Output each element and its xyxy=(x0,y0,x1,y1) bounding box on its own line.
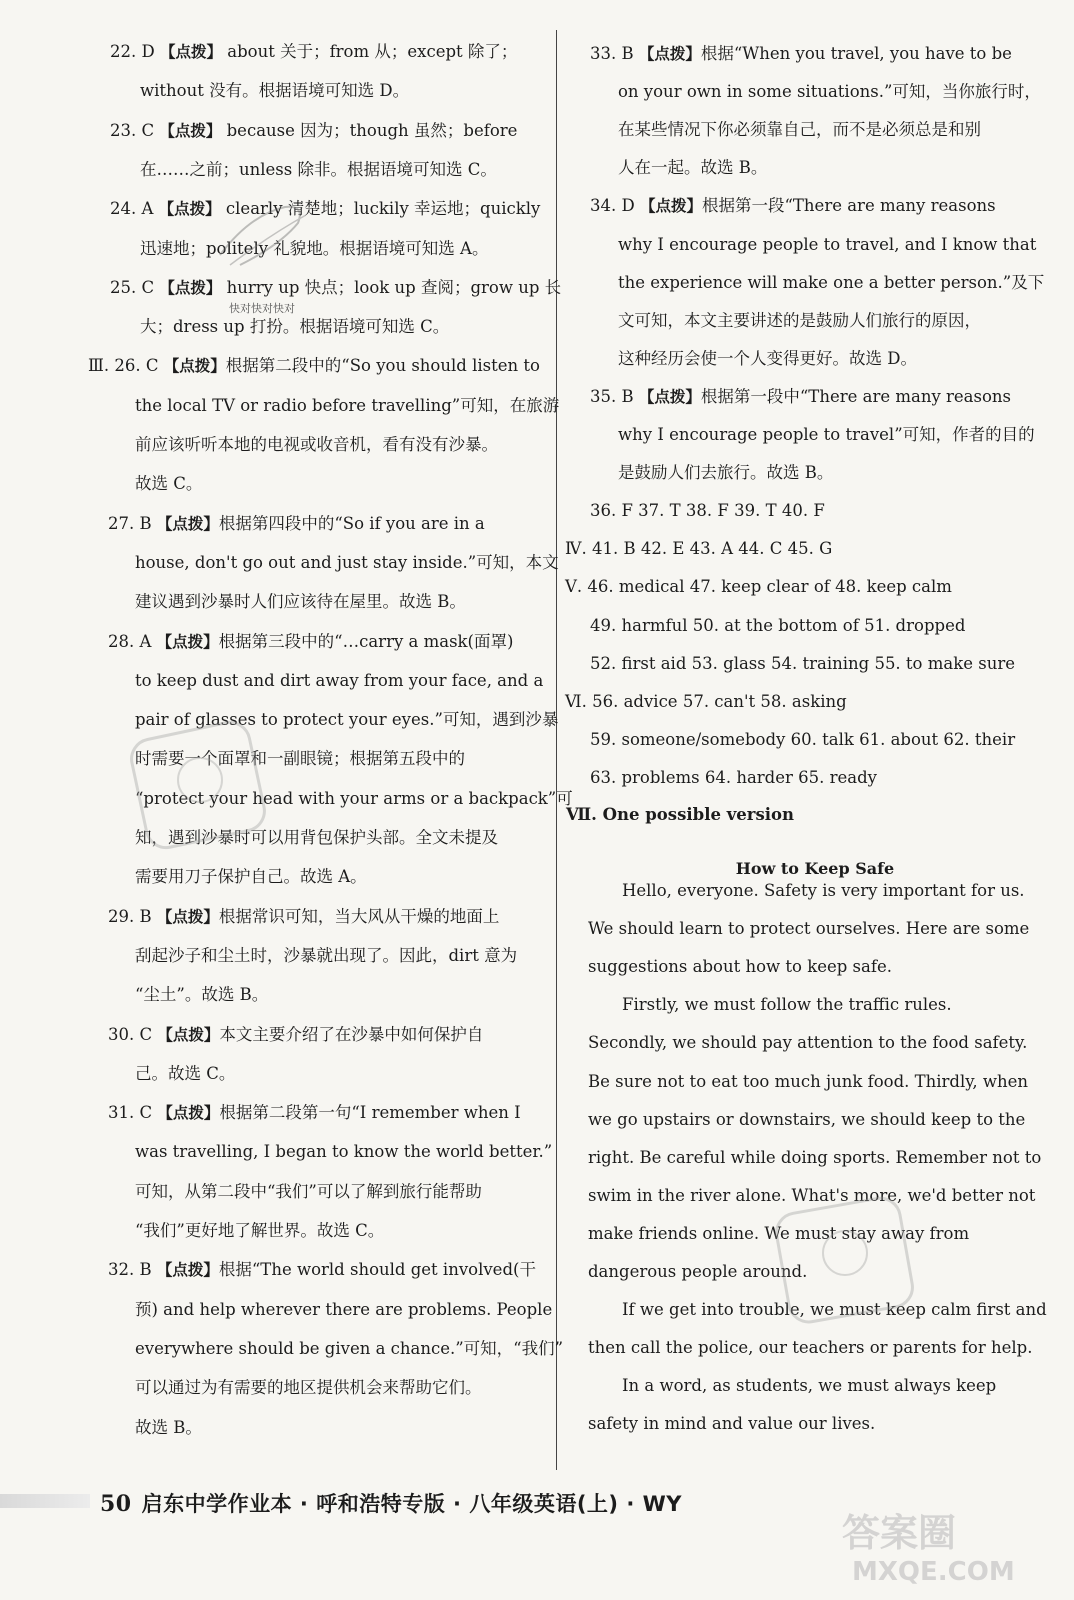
text-segment: 30. C xyxy=(108,1024,158,1044)
handwritten-note: 快对快对快对 xyxy=(229,302,295,315)
text-segment: “我们”更好地了解世界。故选 C。 xyxy=(135,1221,385,1240)
watermark-text: 答案圈 xyxy=(842,1511,957,1555)
text-line xyxy=(88,355,540,377)
text-segment: 知，遇到沙暴时可以用背包保护头部。全文未提及 xyxy=(135,828,498,847)
text-line xyxy=(135,670,543,692)
text-line xyxy=(618,424,1035,446)
essay-line: suggestions about how to keep safe. xyxy=(588,957,892,977)
tip-label: 【点拨】 xyxy=(157,1025,220,1044)
text-segment: 根据第三段中的“…carry a mask(面罩) xyxy=(218,631,514,651)
essay-line: In a word, as students, we must always keep xyxy=(622,1376,997,1396)
text-line xyxy=(590,729,1015,751)
text-line xyxy=(108,906,499,928)
text-segment: 前应该听听本地的电视或收音机，看有没有沙暴。 xyxy=(135,435,498,454)
text-segment: 故选 B。 xyxy=(135,1417,202,1437)
text-segment: Ⅲ. 26. C xyxy=(88,356,164,376)
text-segment: 22. D xyxy=(110,42,160,61)
text-segment: 需要用刀子保护自己。故选 A。 xyxy=(135,867,367,887)
tip-label: 【点拨】 xyxy=(156,907,219,926)
text-line xyxy=(618,119,981,141)
tip-label: 【点拨】 xyxy=(163,357,226,376)
text-segment: 29. B xyxy=(108,906,157,926)
text-segment: 34. D xyxy=(590,196,640,216)
text-segment: 本文主要介绍了在沙暴中如何保护自 xyxy=(219,1024,484,1044)
text-line xyxy=(618,272,1044,294)
text-segment: 根据“The world should get involved(干 xyxy=(218,1260,536,1280)
essay-line: swim in the river alone. What's more, we'd better not xyxy=(588,1185,1036,1205)
text-line xyxy=(590,195,996,217)
tip-label: 【点拨】 xyxy=(638,387,701,406)
text-segment: Ⅵ. 56. advice 57. can't 58. asking xyxy=(565,691,847,711)
text-segment: 24. A xyxy=(110,199,159,219)
essay-line: If we get into trouble, we must keep calm first and xyxy=(622,1300,1047,1320)
text-segment: 这种经历会使一个人变得更好。故选 D。 xyxy=(618,348,917,368)
text-line xyxy=(110,120,517,142)
essay-heading: Ⅶ. One possible version xyxy=(566,805,795,824)
text-line xyxy=(618,462,833,484)
text-segment: 在某些情况下你必须靠自己，而不是必须总是和别 xyxy=(618,120,981,140)
text-line xyxy=(618,234,1036,256)
text-line xyxy=(618,157,767,179)
watermark-logo xyxy=(822,1506,1052,1586)
essay-line: right. Be careful while doing sports. Remember not to xyxy=(588,1147,1042,1167)
column-divider xyxy=(556,30,557,1470)
text-segment: without 没有。根据语境可知选 D。 xyxy=(140,81,410,101)
footer-bar xyxy=(0,1494,90,1508)
text-line xyxy=(108,1024,483,1046)
text-segment: because 因为；though 虽然；before xyxy=(221,120,518,140)
text-segment: the experience will make one a better person.”及下 xyxy=(618,272,1045,292)
text-line xyxy=(590,615,965,637)
stamp-mark xyxy=(128,720,268,850)
essay-line: dangerous people around. xyxy=(588,1262,808,1281)
text-segment: 28. A xyxy=(108,631,157,651)
text-line xyxy=(135,1299,552,1321)
tip-label: 【点拨】 xyxy=(156,514,219,533)
text-segment: 33. B xyxy=(590,44,639,63)
tip-label: 【点拨】 xyxy=(159,121,222,140)
tip-label: 【点拨】 xyxy=(156,632,219,651)
text-segment: 建议遇到沙暴时人们应该待在屋里。故选 B。 xyxy=(135,592,466,612)
text-segment: 32. B xyxy=(108,1260,157,1280)
text-segment: about 关于；from 从；except 除了； xyxy=(221,42,518,61)
text-segment: 根据第一段“There are many reasons xyxy=(701,196,996,216)
text-segment: 根据第二段第一句“I remember when I xyxy=(219,1103,521,1123)
text-segment: 预) and help wherever there are problems. People xyxy=(135,1299,553,1319)
text-line xyxy=(110,198,540,220)
tip-label: 【点拨】 xyxy=(639,197,702,216)
essay-line: safety in mind and value our lives. xyxy=(588,1414,876,1434)
text-line xyxy=(135,473,202,495)
tip-label: 【点拨】 xyxy=(159,43,222,61)
text-segment: 迅速地；politely 礼貌地。根据语境可知选 A。 xyxy=(140,238,489,258)
text-segment: 36. F 37. T 38. F 39. T 40. F xyxy=(590,501,825,521)
text-segment: 35. B xyxy=(590,386,639,406)
text-line xyxy=(140,80,409,102)
handwritten-mark xyxy=(210,195,320,275)
text-line xyxy=(108,513,485,535)
text-line xyxy=(135,1141,552,1163)
tip-label: 【点拨】 xyxy=(156,1261,219,1280)
text-segment: 根据常识可知，当大风从干燥的地面上 xyxy=(218,906,500,926)
tip-label: 【点拨】 xyxy=(157,1104,220,1123)
text-segment: why I encourage people to travel, and I know that xyxy=(618,234,1037,254)
text-segment: 人在一起。故选 B。 xyxy=(618,158,768,178)
text-segment: 己。故选 C。 xyxy=(135,1063,236,1083)
text-segment: Ⅳ. 41. B 42. E 43. A 44. C 45. G xyxy=(565,539,833,559)
text-segment: house, don't go out and just stay inside.”可知，本文 xyxy=(135,552,559,572)
text-line xyxy=(618,348,917,370)
text-segment: 是鼓励人们去旅行。故选 B。 xyxy=(618,463,834,483)
text-line xyxy=(110,277,561,299)
text-line xyxy=(135,1338,563,1360)
text-segment: 根据第四段中的“So if you are in a xyxy=(218,513,485,533)
text-line xyxy=(565,691,847,713)
footer-title: 启东中学作业本 · 呼和浩特专版 · 八年级英语(上) · WY xyxy=(141,1492,682,1516)
text-segment: 23. C xyxy=(110,120,160,140)
text-segment: why I encourage people to travel”可知，作者的目的 xyxy=(618,425,1035,444)
text-segment: hurry up 快点；look up 查阅；grow up 长 xyxy=(221,277,562,297)
text-line xyxy=(108,631,513,653)
text-line xyxy=(565,538,832,560)
text-segment: 49. harmful 50. at the bottom of 51. dropped xyxy=(590,615,966,635)
essay-line: make friends online. We must stay away from xyxy=(588,1223,970,1243)
page-number: 50 xyxy=(100,1491,132,1517)
text-line xyxy=(590,653,1015,675)
text-segment: on your own in some situations.”可知，当你旅行时， xyxy=(618,82,1041,102)
text-segment: 可以通过为有需要的地区提供机会来帮助它们。 xyxy=(135,1378,482,1398)
text-line xyxy=(135,866,367,888)
text-line xyxy=(135,434,498,456)
text-segment: 时需要一个面罩和一副眼镜；根据第五段中的 xyxy=(135,749,465,769)
essay-line: Firstly, we must follow the traffic rules. xyxy=(622,995,952,1015)
text-segment: 59. someone/somebody 60. talk 61. about 62. their xyxy=(590,729,1016,749)
text-segment: 在……之前；unless 除非。根据语境可知选 C。 xyxy=(140,159,497,179)
text-line xyxy=(135,552,559,574)
text-line xyxy=(135,1417,202,1439)
text-segment: 根据第二段中的“So you should listen to xyxy=(225,356,540,376)
stamp-mark xyxy=(770,1195,920,1325)
text-segment: 根据“When you travel, you have to be xyxy=(700,44,1012,63)
text-line xyxy=(135,1181,482,1203)
text-segment: “尘土”。故选 B。 xyxy=(135,985,269,1005)
text-line xyxy=(590,767,877,789)
text-segment: 文可知，本文主要讲述的是鼓励人们旅行的原因， xyxy=(618,310,981,330)
text-line xyxy=(590,386,1011,408)
text-segment: everywhere should be given a chance.”可知，“我们” xyxy=(135,1338,564,1358)
tip-label: 【点拨】 xyxy=(638,45,701,63)
essay-title: How to Keep Safe xyxy=(735,859,895,878)
text-segment: 可知，从第二段中“我们”可以了解到旅行能帮助 xyxy=(135,1181,482,1201)
text-line xyxy=(140,159,497,181)
text-segment: the local TV or radio before travelling”可知，在旅游 xyxy=(135,395,560,415)
text-segment: to keep dust and dirt away from your face, and a xyxy=(135,670,544,690)
text-segment: 27. B xyxy=(108,513,157,533)
text-line xyxy=(565,576,952,598)
essay-line: Hello, everyone. Safety is very important for us. xyxy=(622,881,1025,900)
text-segment: “protect your head with your arms or a backpack”可 xyxy=(135,788,573,808)
text-segment: pair of glasses to protect your eyes.”可知，遇到沙暴 xyxy=(135,710,559,730)
text-segment: 大；dress up 打扮。根据语境可知选 C。 xyxy=(140,317,450,337)
text-line xyxy=(108,1102,521,1124)
text-segment: 52. first aid 53. glass 54. training 55. to make sure xyxy=(590,653,1015,673)
text-segment: clearly 清楚地；luckily 幸运地；quickly xyxy=(220,199,541,219)
essay-line: we go upstairs or downstairs, we should keep to the xyxy=(588,1109,1026,1129)
footer xyxy=(100,1488,682,1518)
watermark-url: MXQE.COM xyxy=(852,1557,1015,1586)
text-line xyxy=(135,395,559,417)
text-segment: 故选 C。 xyxy=(135,474,203,494)
text-line xyxy=(618,310,981,332)
tip-label: 【点拨】 xyxy=(158,200,221,219)
text-line xyxy=(590,500,825,522)
essay-line: then call the police, our teachers or parents for help. xyxy=(588,1338,1033,1358)
text-segment: 63. problems 64. harder 65. ready xyxy=(590,767,877,787)
text-line xyxy=(618,81,1041,103)
essay-line: Secondly, we should pay attention to the food safety. xyxy=(588,1033,1028,1053)
text-segment: 31. C xyxy=(108,1103,158,1123)
text-line xyxy=(135,984,268,1006)
text-line xyxy=(135,1220,384,1242)
text-line xyxy=(135,945,517,967)
text-line xyxy=(135,1377,482,1399)
text-segment: Ⅴ. 46. medical 47. keep clear of 48. keep calm xyxy=(565,577,952,597)
text-segment: was travelling, I began to know the world better.” xyxy=(135,1142,553,1162)
essay-line: We should learn to protect ourselves. Here are some xyxy=(588,919,1030,939)
text-line xyxy=(108,1259,536,1281)
text-segment: 刮起沙子和尘土时，沙暴就出现了。因此，dirt 意为 xyxy=(135,945,518,965)
essay-line: Be sure not to eat too much junk food. Thirdly, when xyxy=(588,1071,1029,1091)
text-line xyxy=(135,591,466,613)
text-line xyxy=(590,43,1012,65)
text-line xyxy=(135,1063,235,1085)
text-segment: 根据第一段中“There are many reasons xyxy=(700,386,1011,406)
text-segment: 25. C xyxy=(110,277,160,297)
tip-label: 【点拨】 xyxy=(159,278,222,297)
text-line xyxy=(110,41,517,63)
